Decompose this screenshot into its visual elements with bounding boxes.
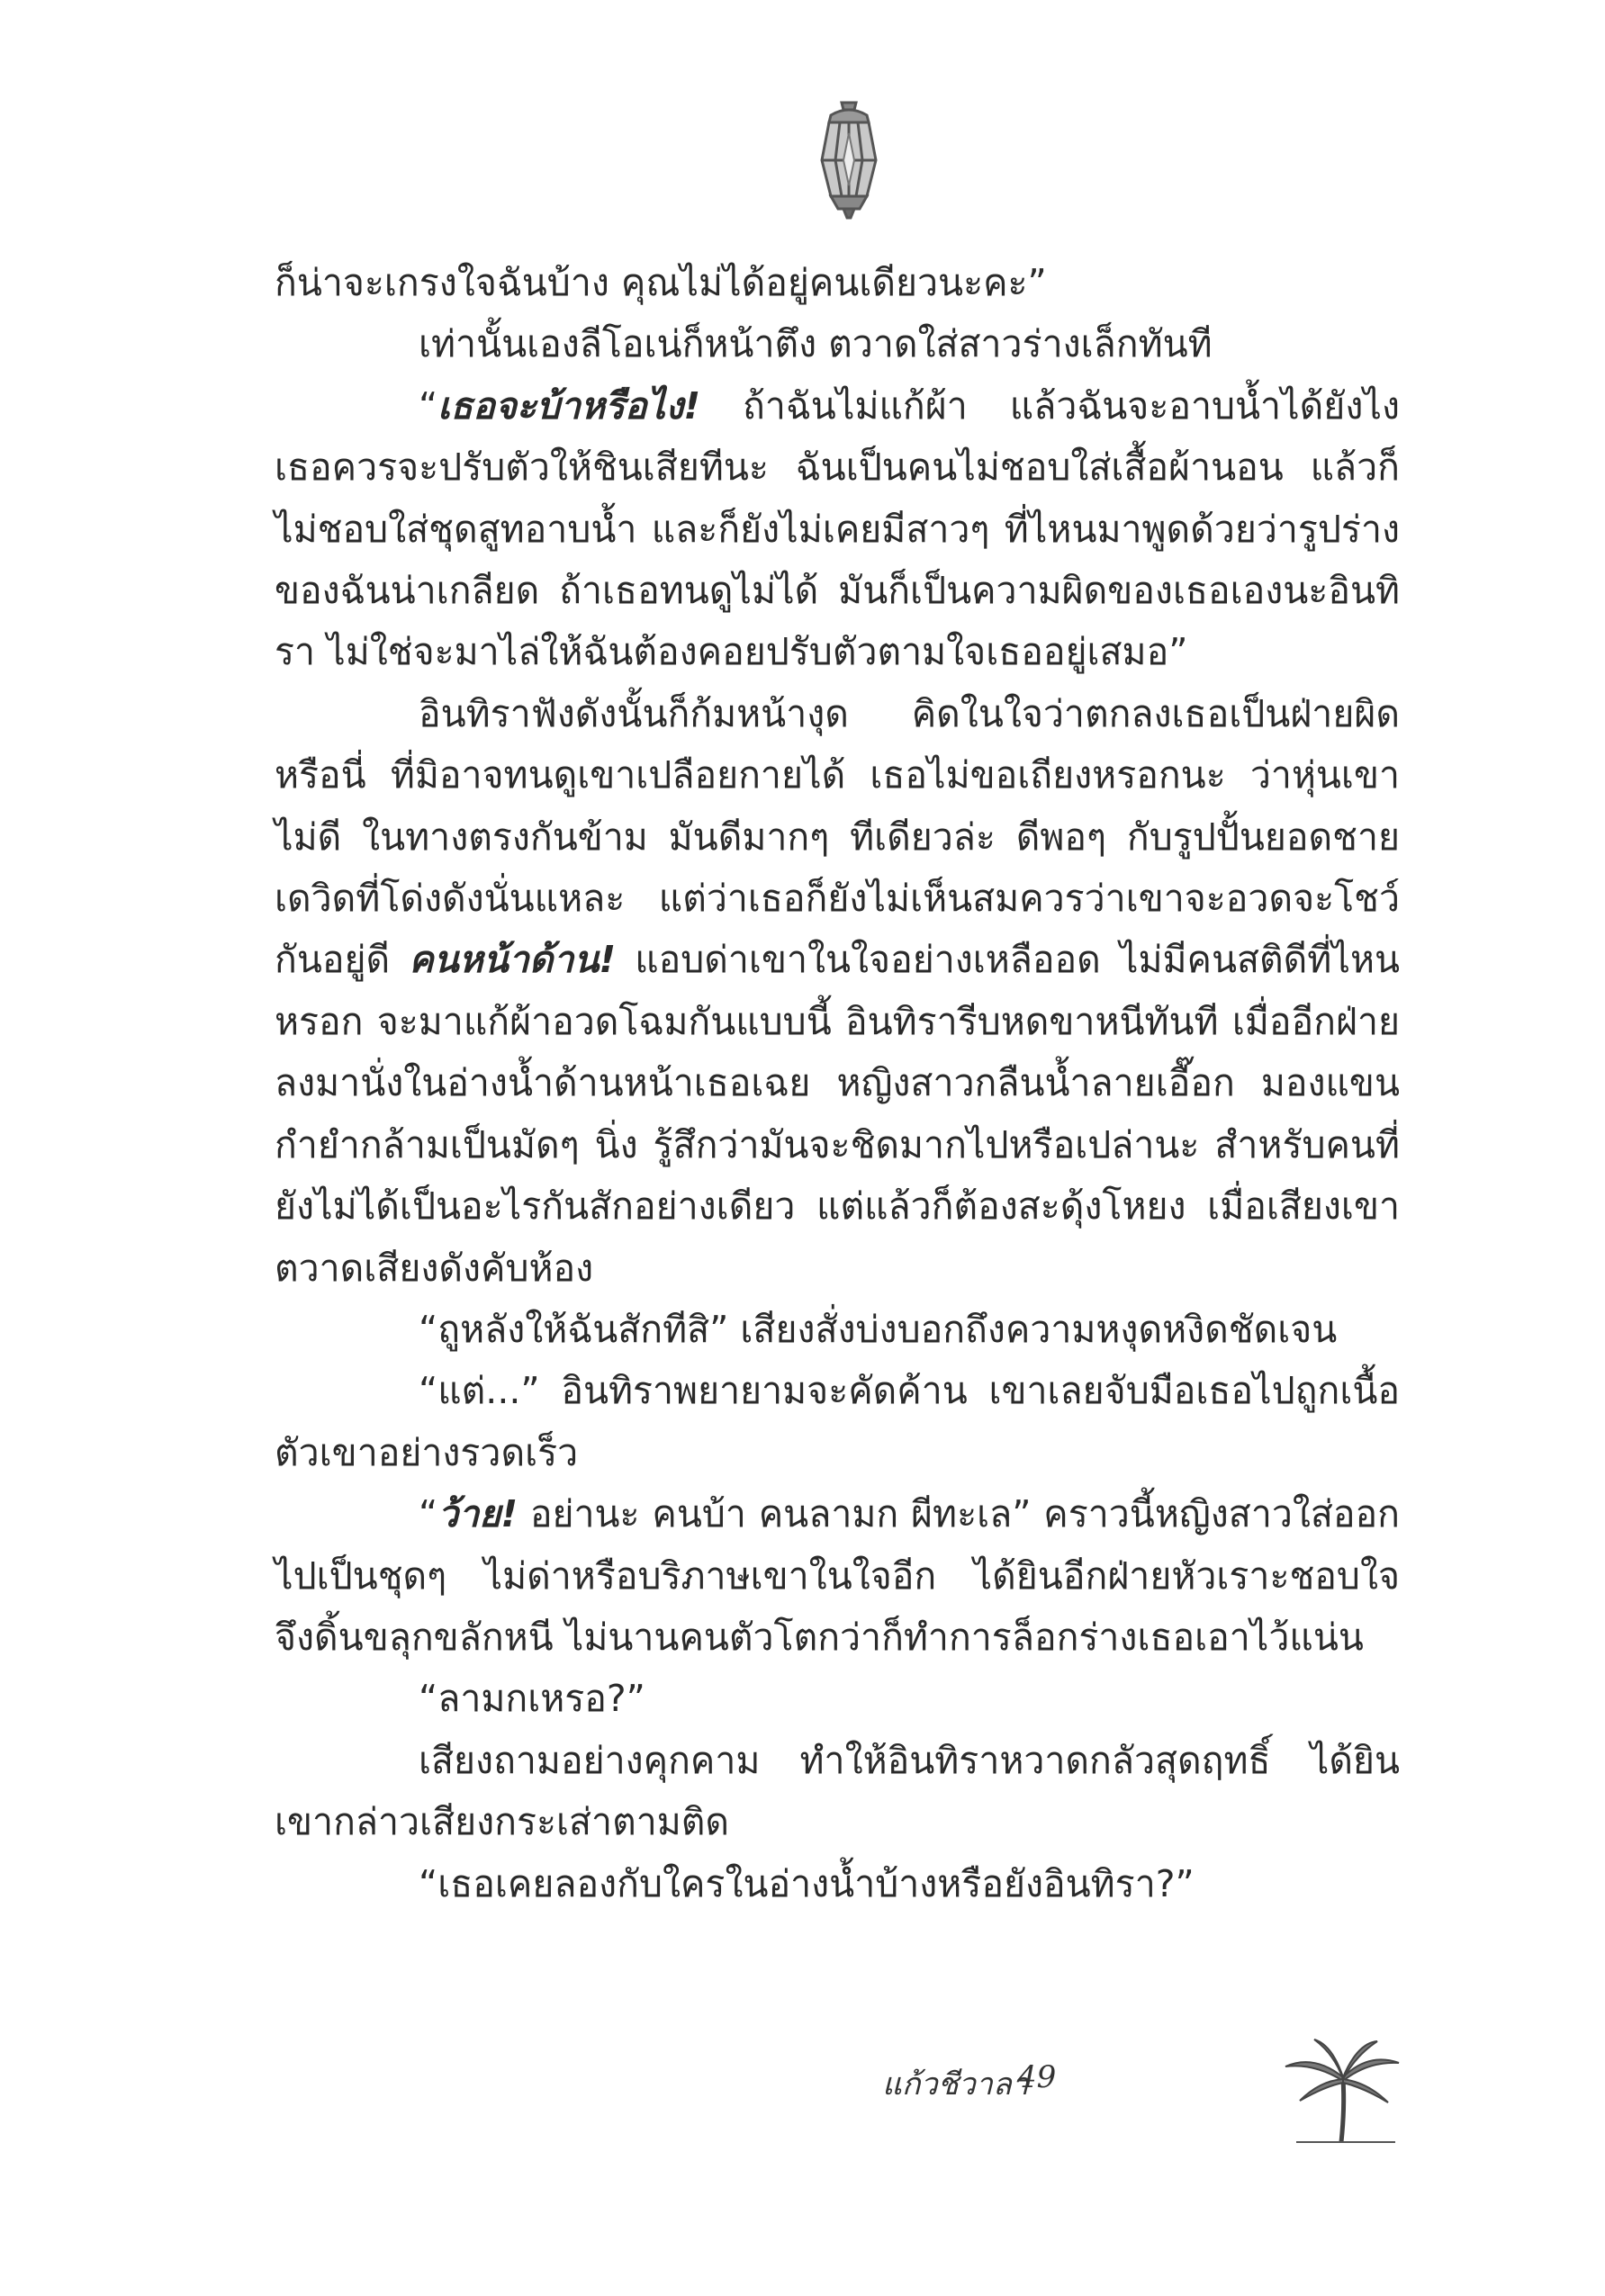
body-text — [275, 252, 1400, 1914]
paragraph-text: เสียงถามอย่างคุกคาม ทำให้อินทิราหวาดกลัวสุดฤทธิ์ ได้ยินเขากล่าวเสียงกระเส่าตามติด — [275, 1738, 1400, 1844]
paragraph — [275, 1299, 1400, 1360]
paragraph-text: เท่านั้นเองลีโอเน่ก็หน้าตึง ตวาดใส่สาวร่างเล็กทันที — [419, 322, 1213, 366]
paragraph — [275, 1483, 1400, 1668]
paragraph — [275, 1360, 1400, 1483]
paragraph — [275, 1853, 1400, 1914]
paragraph-text: “ — [419, 1492, 438, 1536]
paragraph — [275, 375, 1400, 683]
paragraph-text: ก็น่าจะเกรงใจฉันบ้าง คุณไม่ได้อยู่คนเดียวนะคะ” — [275, 261, 1047, 304]
palm-tree-icon — [1278, 2036, 1404, 2144]
paragraph-text: “ลามกเหรอ?” — [419, 1677, 645, 1721]
paragraph — [275, 313, 1400, 374]
page-footer — [882, 2036, 1422, 2144]
paragraph — [275, 1730, 1400, 1853]
emphasized-text: ว้าย! — [437, 1492, 518, 1536]
emphasized-text: คนหน้าด้าน! — [409, 938, 617, 982]
paragraph-text: อินทิราฟังดังนั้นก็ก้มหน้างุด คิดในใจว่าตกลงเธอเป็นฝ่ายผิดหรือนี่ ที่มิอาจทนดูเขาเปลือยกายได้ เธอไม่ขอเถียงหรอกนะ ว่าหุ่นเขาไม่ดี ในทางตรงกันข้าม มันดีมากๆ ทีเดียวล่ะ ดีพอๆ กับรูปปั้นยอดชายเดวิดที่โด่งดังนั่นแหละ แต่ว่าเธอก็ยังไม่เห็นสมควรว่าเขาจะอวดจะโชว์กันอยู่ดี — [275, 691, 1400, 982]
paragraph — [275, 1668, 1400, 1729]
lantern-icon — [795, 97, 903, 223]
paragraph — [275, 252, 1400, 313]
paragraph — [275, 683, 1400, 1299]
paragraph-text: ถ้าฉันไม่แก้ผ้า แล้วฉันจะอาบน้ำได้ยังไง เธอควรจะปรับตัวให้ชินเสียทีนะ ฉันเป็นคนไม่ชอบใส่เสื้อผ้านอน แล้วก็ไม่ชอบใส่ชุดสูทอาบน้ำ และก็ยังไม่เคยมีสาวๆ ที่ไหนมาพูดด้วยว่ารูปร่างของฉันน่าเกลียด ถ้าเธอทนดูไม่ได้ มันก็เป็นความผิดของเธอเองนะอินทิรา ไม่ใช่จะมาไล่ให้ฉันต้องคอยปรับตัวตามใจเธออยู่เสมอ” — [275, 383, 1400, 674]
paragraph-text: อย่านะ คนบ้า คนลามก ผีทะเล” คราวนี้หญิงสาวใส่ออกไปเป็นชุดๆ ไม่ด่าหรือบริภาษเขาในใจอีก ได้ยินอีกฝ่ายหัวเราะชอบใจ จึงดิ้นขลุกขลักหนี ไม่นานคนตัวโตกว่าก็ทำการล็อกร่างเธอเอาไว้แน่น — [275, 1492, 1400, 1659]
paragraph-text: “เธอเคยลองกับใครในอ่างน้ำบ้างหรือยังอินทิรา?” — [419, 1861, 1195, 1905]
emphasized-text: เธอจะบ้าหรือไง! — [437, 383, 701, 428]
paragraph-text: “ — [419, 383, 438, 428]
page-number: 49 — [1017, 2059, 1057, 2095]
paragraph-text: แอบด่าเขาในใจอย่างเหลืออด ไม่มีคนสติดีที่ไหนหรอก จะมาแก้ผ้าอวดโฉมกันแบบนี้ อินทิรารีบหดขาหนีทันที เมื่ออีกฝ่ายลงมานั่งในอ่างน้ำด้านหน้าเธอเฉย หญิงสาวกลืนน้ำลายเอื๊อก มองแขนกำยำกล้ามเป็นมัดๆ นิ่ง รู้สึกว่ามันจะชิดมากไปหรือเปล่านะ สำหรับคนที่ยังไม่ได้เป็นอะไรกันสักอย่างเดียว แต่แล้วก็ต้องสะดุ้งโหยง เมื่อเสียงเขาตวาดเสียงดังคับห้อง — [275, 938, 1400, 1290]
paragraph-text: “แต่...” อินทิราพยายามจะคัดค้าน เขาเลยจับมือเธอไปถูกเนื้อตัวเขาอย่างรวดเร็ว — [275, 1369, 1400, 1474]
book-title: แก้วชีวาลา — [882, 2066, 1029, 2102]
paragraph-text: “ถูหลังให้ฉันสักทีสิ” เสียงสั่งบ่งบอกถึงความหงุดหงิดชัดเจน — [419, 1307, 1338, 1351]
